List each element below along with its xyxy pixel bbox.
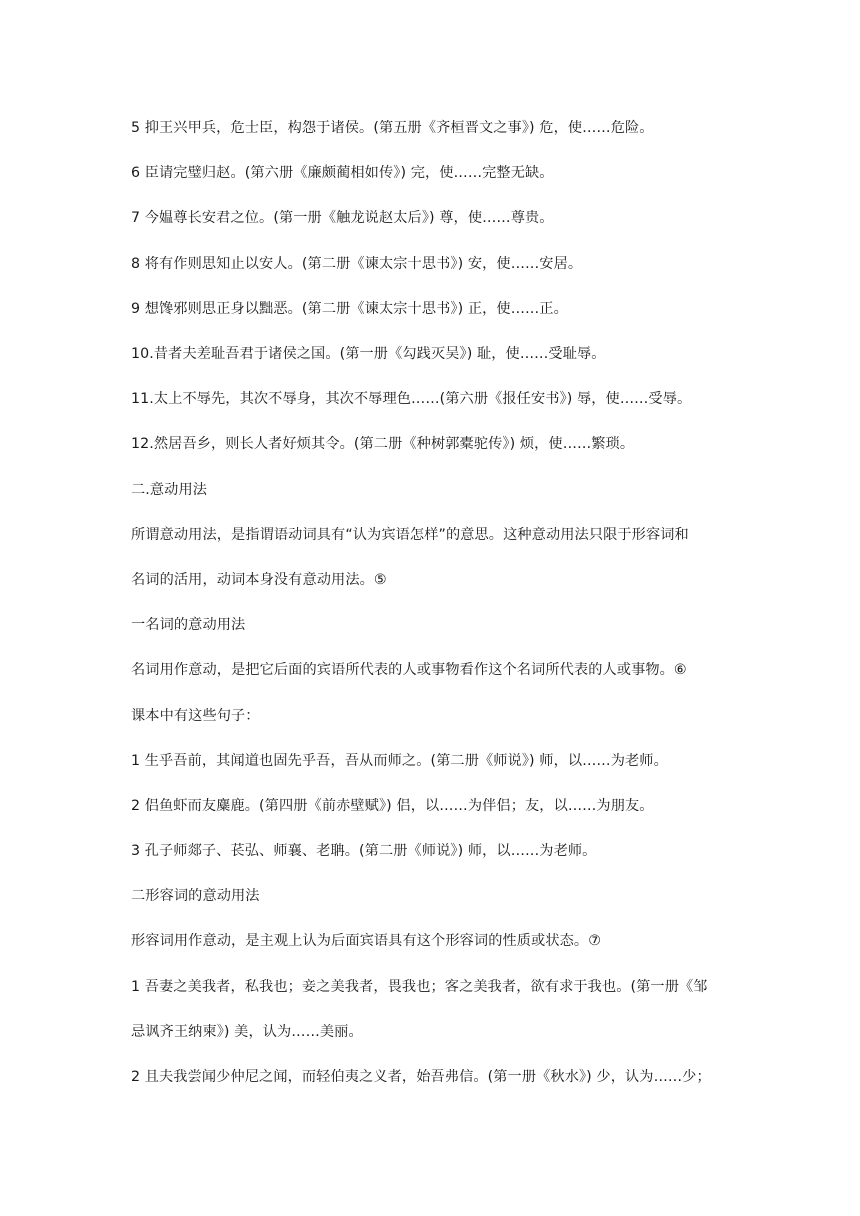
- text-line: 11.太上不辱先，其次不辱身，其次不辱理色……(第六册《报任安书》) 辱，使……受辱。: [131, 391, 692, 407]
- text-line: 1 吾妻之美我者，私我也；妾之美我者，畏我也；客之美我者，欲有求于我也。(第一册《邹: [131, 979, 708, 995]
- text-line: 12.然居吾乡，则长人者好烦其令。(第二册《种树郭橐驼传》) 烦，使……繁琐。: [131, 436, 635, 452]
- text-line: 名词用作意动，是把它后面的宾语所代表的人或事物看作这个名词所代表的人或事物。⑥: [131, 662, 687, 678]
- text-line: 6 臣请完璧归赵。(第六册《廉颇蔺相如传》) 完，使……完整无缺。: [131, 165, 554, 181]
- text-line: 所谓意动用法，是指谓语动词具有“认为宾语怎样”的意思。这种意动用法只限于形容词和: [131, 527, 689, 543]
- text-line: 忌讽齐王纳柬》) 美，认为……美丽。: [131, 1024, 363, 1040]
- text-line: 3 孔子师郯子、苌弘、师襄、老聃。(第二册《师说》) 师，以……为老师。: [131, 843, 597, 859]
- section-heading: 二.意动用法: [131, 482, 208, 498]
- text-line: 5 抑王兴甲兵，危士臣，构怨于诸侯。(第五册《齐桓晋文之事》) 危，使……危险。: [131, 120, 654, 136]
- text-line: 2 且夫我尝闻少仲尼之闻，而轻伯夷之义者，始吾弗信。(第一册《秋水》) 少，认为……少；: [131, 1069, 711, 1085]
- text-line: 2 侣鱼虾而友麋鹿。(第四册《前赤壁赋》) 侣，以……为伴侣；友，以……为朋友。: [131, 798, 654, 814]
- text-line: 形容词用作意动，是主观上认为后面宾语具有这个形容词的性质或状态。⑦: [131, 933, 602, 949]
- text-line: 课本中有这些句子：: [131, 708, 260, 724]
- text-line: 名词的活用，动词本身没有意动用法。⑤: [131, 572, 387, 588]
- text-line: 8 将有作则思知止以安人。(第二册《谏太宗十思书》) 安，使……安居。: [131, 256, 583, 272]
- subsection-heading: 一名词的意动用法: [131, 617, 246, 633]
- text-line: 10.昔者夫差耻吾君于诸侯之国。(第一册《勾践灭吴》) 耻，使……受耻辱。: [131, 346, 606, 362]
- subsection-heading: 二形容词的意动用法: [131, 888, 260, 904]
- text-line: 9 想馋邪则思正身以黜恶。(第二册《谏太宗十思书》) 正，使……正。: [131, 301, 568, 317]
- text-line: 1 生乎吾前，其闻道也固先乎吾，吾从而师之。(第二册《师说》) 师，以……为老师。: [131, 753, 668, 769]
- text-line: 7 今媪尊长安君之位。(第一册《触龙说赵太后》) 尊，使……尊贵。: [131, 210, 554, 226]
